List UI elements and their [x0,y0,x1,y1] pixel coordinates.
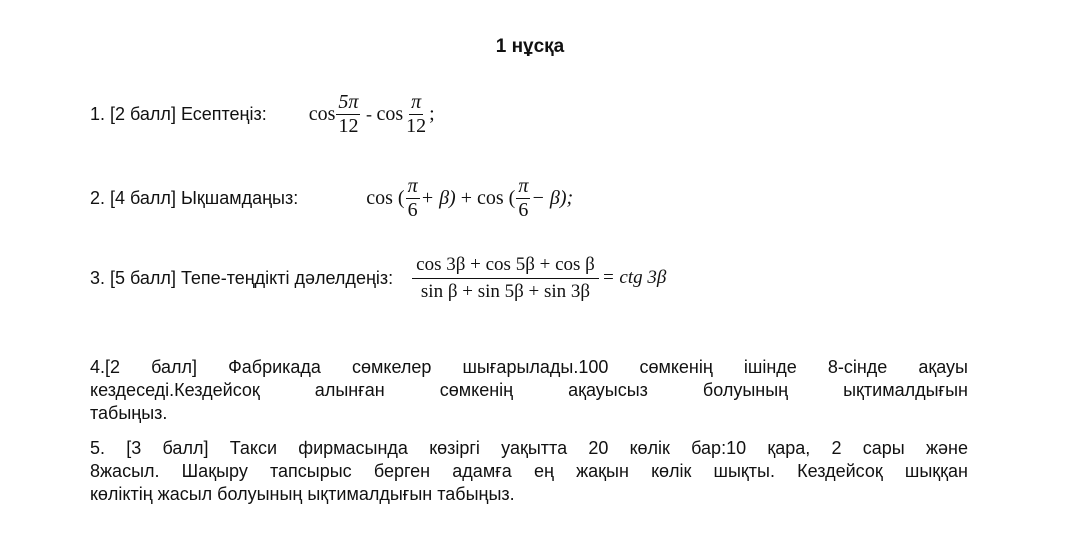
task-4-line: 4.[2 балл] Фабрикада сөмкелер шығарылады.100 сөмкенің ішінде 8-сінде ақауы [90,357,968,377]
fraction-pi-12: $\frac{\pi}{12}$ [406,91,427,137]
task-2-label: 2. [4 балл] Ықшамдаңыз: [90,188,299,208]
page-title: 1 нұсқа [495,36,565,57]
identity-denominator: sin β + sin 5β + sin 3β [420,280,591,302]
task-3-label: 3. [5 балл] Тепе-теңдікті дәлелдеңіз: [90,267,394,288]
task-5 [90,437,968,506]
task-3-expression [411,255,666,302]
task-1-label: 1. [2 балл] Есептеңіз: [90,104,267,124]
minus-sign: - [361,104,377,124]
task-5-line: 8жасыл. Шақыру тапсырыс берген адамға ең жақын көлік шықты. Кездейсоқ шыққан [90,461,968,481]
task-1-expression [309,92,435,137]
fraction-pi-6: $\frac{\pi}{6}$ [407,175,418,221]
identity-fraction [412,255,599,302]
task-4-line: кездеседі.Кездейсоқ алынған сөмкенің ақауысыз болуының ықтималдығын [90,380,968,400]
fraction-5pi-12: $\frac{5\pi}{12}$ [338,91,359,137]
task-5-line: көліктің жасыл болуының ықтималдығын табыңыз. [90,484,515,504]
task-5-line: 5. [3 балл] Такси фирмасында көзіргі уақытта 20 көлік бар:10 қара, 2 сары және [90,438,968,458]
task-3 [90,255,666,302]
task-2-expression: cos ( $\frac{\pi}{6}$ + β) + cos ( $\frac{\pi}{6}$ − β); [366,175,574,221]
cos-text-2: cos [376,103,404,125]
identity-numerator: cos 3β + cos 5β + cos β [412,255,599,279]
semicolon: ; [429,103,435,125]
fraction-pi-6-2: $\frac{\pi}{6}$ [518,175,529,221]
identity-rhs: = ctg 3β [601,267,667,289]
task-2 [90,176,573,221]
cos-text: cos [308,103,336,125]
task-4-line: табыңыз. [90,403,168,423]
task-1 [90,92,435,137]
task-4 [90,356,968,425]
